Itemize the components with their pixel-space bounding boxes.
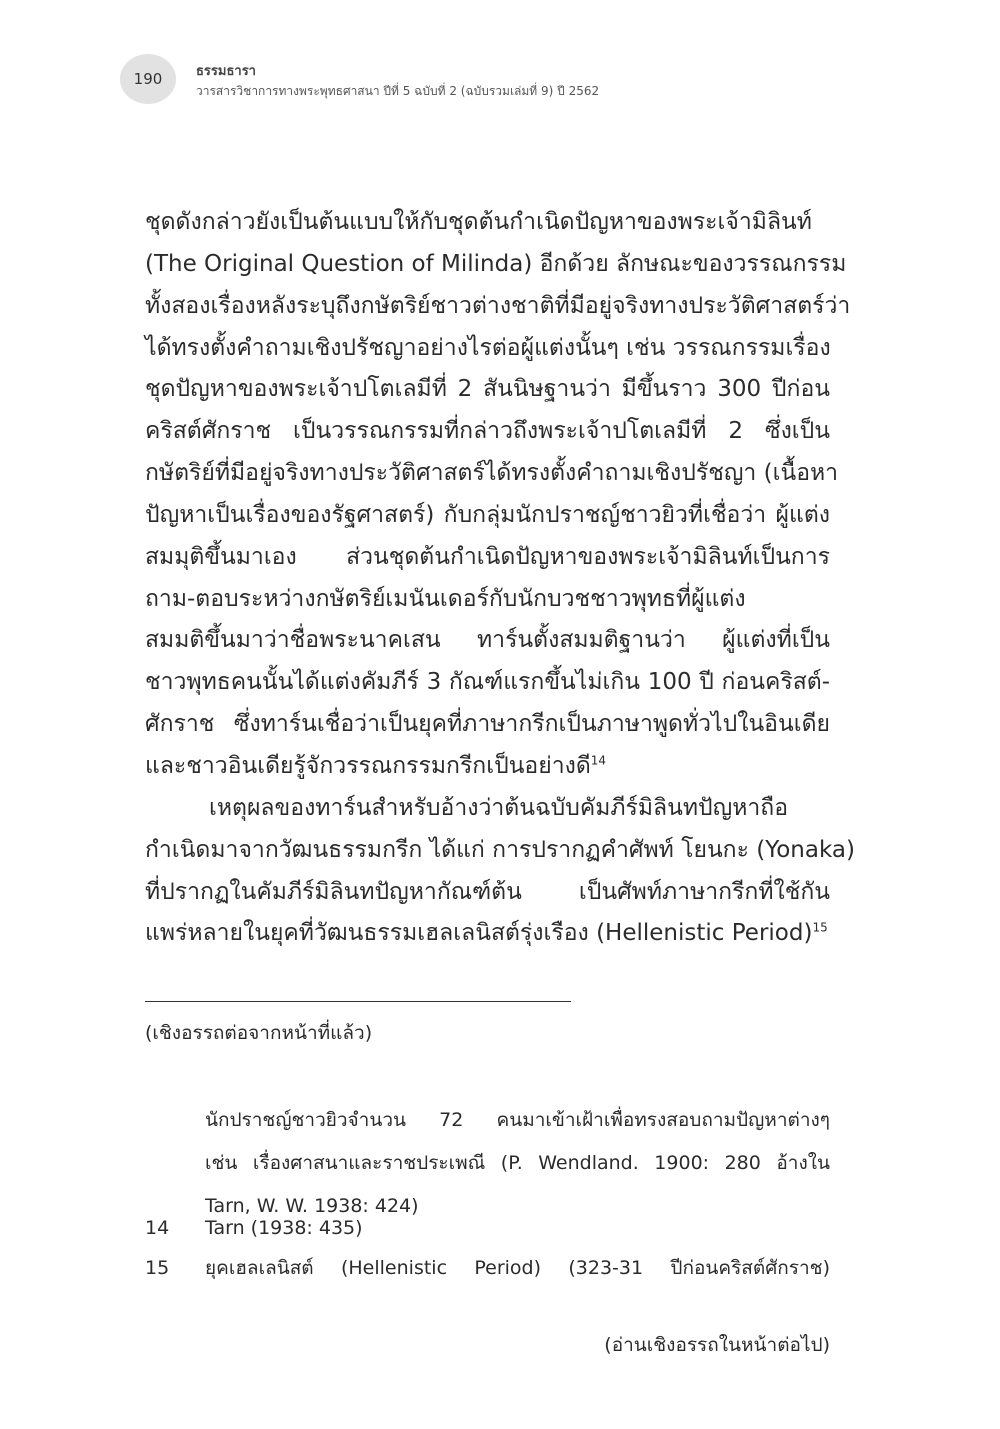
body-line-text: และชาวอินเดียรู้จักวรรณกรรมกรีกเป็นอย่างดี [145,752,591,779]
body-line-text: แพร่หลายในยุคที่วัฒนธรรมเฮลเลนิสต์รุ่งเรือง (Hellenistic Period) [145,920,813,947]
page-header [120,54,820,114]
body-line: สมมุติขึ้นมาเอง ส่วนชุดต้นกำเนิดปัญหาของพระเจ้ามิลินท์เป็นการ [145,543,830,570]
main-body-text [145,202,855,955]
body-line: ชุดดังกล่าวยังเป็นต้นแบบให้กับชุดต้นกำเนิดปัญหาของพระเจ้ามิลินท์ [145,209,812,235]
body-line [145,746,830,788]
footnote-line: เช่น เรื่องศาสนาและราชประเพณี (P. Wendland. 1900: 280 อ้างใน [205,1152,830,1174]
body-line: ชุดปัญหาของพระเจ้าปโตเลมีที่ 2 สันนิษฐานว่า มีขึ้นราว 300 ปีก่อน [145,376,830,403]
body-line: ที่ปรากฏในคัมภีร์มิลินทปัญหากัณฑ์ต้น เป็นศัพท์ภาษากรีกที่ใช้กัน [145,878,830,905]
footnote-divider [145,1001,571,1002]
footnote-continued-label: (เชิงอรรถต่อจากหน้าที่แล้ว) [145,1022,373,1044]
body-line [145,913,830,955]
journal-name: ธรรมธารา [196,64,256,79]
body-line: ทั้งสองเรื่องหลังระบุถึงกษัตริย์ชาวต่างชาติที่มีอยู่จริงทางประวัติศาสตร์ว่า [145,292,851,319]
body-line: ชาวพุทธคนนั้นได้แต่งคัมภีร์ 3 กัณฑ์แรกขึ้นไม่เกิน 100 ปี ก่อนคริสต์- [145,669,830,696]
body-line-paragraph-start: เหตุผลของทาร์นสำหรับอ้างว่าต้นฉบับคัมภีร์มิลินทปัญหาถือ [209,794,789,821]
body-line: ศักราช ซึ่งทาร์นเชื่อว่าเป็นยุคที่ภาษากรีกเป็นภาษาพูดทั่วไปในอินเดีย [145,711,830,738]
continue-note: (อ่านเชิงอรรถในหน้าต่อไป) [604,1334,830,1356]
footnote-ref-14: 14 [590,753,607,768]
footnote-14 [145,1208,830,1248]
footnote-ref-15: 15 [812,920,828,935]
footnote-line: นักปราชญ์ชาวยิวจำนวน 72 คนมาเข้าเฝ้าเพื่อทรงสอบถามปัญหาต่างๆ [205,1109,830,1131]
footnote-number: 14 [145,1217,170,1239]
footnote-text: ยุคเฮลเลนิสต์ (Hellenistic Period) (323-31 ปีก่อนคริสต์ศักราช) [205,1257,830,1279]
body-line: สมมติขึ้นมาว่าชื่อพระนาคเสน ทาร์นตั้งสมมติฐานว่า ผู้แต่งที่เป็น [145,627,830,654]
footnote-15 [145,1248,830,1288]
body-line: (The Original Question of Milinda) อีกด้วย ลักษณะของวรรณกรรม [145,250,847,277]
body-line: คริสต์ศักราช เป็นวรรณกรรมที่กล่าวถึงพระเจ้าปโตเลมีที่ 2 ซึ่งเป็น [145,418,830,445]
footnote-text: Tarn (1938: 435) [205,1217,363,1239]
body-line: ปัญหาเป็นเรื่องของรัฐศาสตร์) กับกลุ่มนักปราชญ์ชาวยิวที่เชื่อว่า ผู้แต่ง [145,501,830,528]
body-line: กำเนิดมาจากวัฒนธรรมกรีก ได้แก่ การปรากฏคำศัพท์ โยนกะ (Yonaka) [145,836,855,863]
body-line: กษัตริย์ที่มีอยู่จริงทางประวัติศาสตร์ได้ทรงตั้งคำถามเชิงปรัชญา (เนื้อหา [145,460,839,487]
footnote-number: 15 [145,1257,170,1279]
body-line: ถาม-ตอบระหว่างกษัตริย์เมนันเดอร์กับนักบวชชาวพุทธที่ผู้แต่ง [145,585,746,612]
journal-subtitle: วารสารวิชาการทางพระพุทธศาสนา ปีที่ 5 ฉบับที่ 2 (ฉบับรวมเล่มที่ 9) ปี 2562 [196,84,600,98]
body-line: ได้ทรงตั้งคำถามเชิงปรัชญาอย่างไรต่อผู้แต่งนั้นๆ เช่น วรรณกรรมเรื่อง [145,334,831,361]
page-number-badge: 190 [120,54,176,104]
footnote-line: Tarn, W. W. 1938: 424) [205,1195,419,1217]
